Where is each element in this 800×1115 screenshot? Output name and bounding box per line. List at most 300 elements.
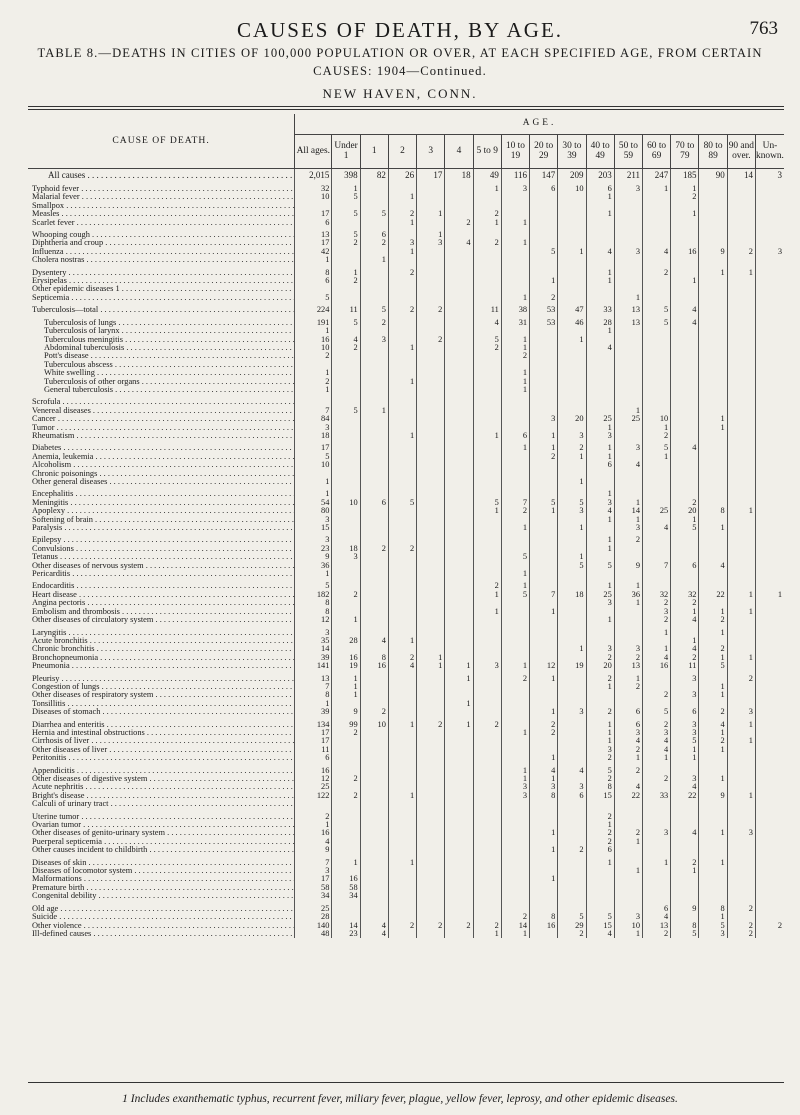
value-cell — [699, 892, 727, 900]
page-title: CAUSES OF DEATH, BY AGE. — [236, 18, 564, 42]
cause-cell — [28, 407, 295, 415]
value-cell: 4 — [643, 746, 671, 754]
value-cell: 1 — [727, 792, 755, 800]
value-cell — [501, 461, 529, 469]
value-cell — [727, 378, 755, 386]
value-cell: 8 — [360, 654, 388, 662]
value-cell — [360, 700, 388, 708]
value-cell — [643, 553, 671, 561]
value-cell: 32 — [643, 591, 671, 599]
value-cell: 25 — [586, 415, 614, 423]
value-cell — [388, 913, 416, 921]
value-cell — [755, 319, 784, 327]
value-cell — [388, 821, 416, 829]
value-cell: 1 — [671, 516, 699, 524]
value-cell — [360, 629, 388, 637]
value-cell — [755, 905, 784, 913]
value-cell: 6 — [586, 461, 614, 469]
value-cell — [473, 490, 501, 498]
value-cell — [614, 846, 642, 854]
value-cell: 18 — [445, 169, 473, 182]
value-cell — [755, 570, 784, 578]
value-cell — [727, 838, 755, 846]
value-cell — [501, 424, 529, 432]
value-cell — [473, 285, 501, 293]
table-row — [28, 490, 784, 498]
value-cell — [699, 846, 727, 854]
value-cell: 4 — [360, 930, 388, 938]
value-cell: 2 — [360, 239, 388, 247]
value-cell — [417, 645, 445, 653]
value-cell — [755, 654, 784, 662]
value-cell — [530, 344, 558, 352]
value-cell — [445, 231, 473, 239]
value-cell — [501, 248, 529, 256]
deaths-table-container — [28, 114, 784, 1080]
value-cell — [417, 470, 445, 478]
value-cell — [388, 767, 416, 775]
all-ages-cell: 36 — [295, 562, 332, 570]
value-cell: 4 — [643, 248, 671, 256]
value-cell: 19 — [332, 662, 360, 670]
value-cell — [558, 398, 586, 406]
value-cell: 2 — [727, 248, 755, 256]
value-cell: 4 — [671, 319, 699, 327]
value-cell — [699, 231, 727, 239]
value-cell: 3 — [614, 524, 642, 532]
value-cell — [417, 867, 445, 875]
value-cell — [445, 507, 473, 515]
value-cell — [614, 884, 642, 892]
value-cell — [558, 545, 586, 553]
value-cell — [530, 570, 558, 578]
table-caption-continued: CAUSES: 1904—Continued. — [313, 64, 487, 78]
value-cell — [445, 737, 473, 745]
table-row — [28, 306, 784, 314]
value-cell — [558, 570, 586, 578]
value-cell — [332, 524, 360, 532]
cause-cell — [28, 800, 295, 808]
value-cell: 3 — [558, 507, 586, 515]
table-row — [28, 775, 784, 783]
value-cell: 1 — [699, 654, 727, 662]
value-cell — [417, 269, 445, 277]
table-row — [28, 352, 784, 360]
value-cell — [417, 507, 445, 515]
value-cell — [671, 821, 699, 829]
value-cell — [755, 202, 784, 210]
value-cell — [727, 553, 755, 561]
value-cell — [417, 708, 445, 716]
cause-cell — [28, 721, 295, 729]
value-cell: 6 — [671, 562, 699, 570]
value-cell — [755, 767, 784, 775]
value-cell — [558, 378, 586, 386]
value-cell: 3 — [643, 829, 671, 837]
cause-label: Scrofula . . . — [32, 398, 294, 406]
age-column-header: 30 to 39 — [558, 135, 586, 169]
all-ages-cell — [295, 285, 332, 293]
value-cell — [671, 407, 699, 415]
value-cell — [360, 478, 388, 486]
table-row — [28, 344, 784, 352]
value-cell — [643, 352, 671, 360]
value-cell — [755, 407, 784, 415]
value-cell — [727, 662, 755, 670]
value-cell — [501, 813, 529, 821]
table-row — [28, 545, 784, 553]
cause-cell — [28, 361, 295, 369]
value-cell: 2 — [473, 210, 501, 218]
value-cell — [417, 792, 445, 800]
table-row — [28, 562, 784, 570]
value-cell — [445, 754, 473, 762]
value-cell — [388, 813, 416, 821]
value-cell: 1 — [530, 775, 558, 783]
value-cell — [445, 352, 473, 360]
cause-label: Tuberculous abscess . . . — [44, 361, 294, 369]
value-cell: 1 — [417, 210, 445, 218]
value-cell — [586, 398, 614, 406]
value-cell — [699, 884, 727, 892]
value-cell — [755, 285, 784, 293]
cause-label: Puerperal septicemia . . . — [32, 838, 294, 846]
value-cell — [388, 256, 416, 264]
value-cell — [558, 875, 586, 883]
value-cell: 1 — [586, 582, 614, 590]
value-cell: 1 — [530, 708, 558, 716]
value-cell — [671, 424, 699, 432]
value-cell — [586, 700, 614, 708]
value-cell: 20 — [671, 507, 699, 515]
value-cell: 17 — [417, 169, 445, 182]
value-cell — [332, 562, 360, 570]
value-cell — [614, 775, 642, 783]
value-cell — [755, 424, 784, 432]
value-cell — [501, 654, 529, 662]
value-cell: 5 — [643, 306, 671, 314]
cause-cell — [28, 424, 295, 432]
value-cell — [643, 361, 671, 369]
cause-label: Congenital debility . . . — [32, 892, 294, 900]
all-ages-cell: 1 — [295, 700, 332, 708]
value-cell: 5 — [332, 319, 360, 327]
value-cell: 10 — [360, 721, 388, 729]
value-cell — [727, 913, 755, 921]
value-cell — [445, 256, 473, 264]
value-cell — [445, 202, 473, 210]
value-cell — [501, 256, 529, 264]
value-cell — [614, 691, 642, 699]
cause-cell — [28, 829, 295, 837]
value-cell — [445, 344, 473, 352]
value-cell — [417, 432, 445, 440]
cause-label: Diseases of locomotor system . . . — [32, 867, 294, 875]
value-cell — [643, 256, 671, 264]
value-cell — [360, 675, 388, 683]
value-cell — [558, 754, 586, 762]
value-cell — [360, 344, 388, 352]
value-cell — [530, 562, 558, 570]
value-cell — [360, 361, 388, 369]
value-cell: 1 — [727, 591, 755, 599]
value-cell — [360, 553, 388, 561]
value-cell — [445, 800, 473, 808]
value-cell — [558, 838, 586, 846]
value-cell: 11 — [332, 306, 360, 314]
all-ages-cell: 16 — [295, 829, 332, 837]
value-cell — [473, 294, 501, 302]
cause-label: Tuberculosis of lungs . . . — [44, 319, 294, 327]
value-cell — [445, 708, 473, 716]
cause-label: Diabetes . . . — [32, 444, 294, 452]
value-cell: 1 — [699, 729, 727, 737]
value-cell: 4 — [671, 616, 699, 624]
value-cell: 1 — [586, 269, 614, 277]
value-cell — [671, 838, 699, 846]
table-row — [28, 193, 784, 201]
value-cell — [530, 231, 558, 239]
value-cell: 1 — [699, 691, 727, 699]
value-cell — [727, 294, 755, 302]
value-cell — [388, 553, 416, 561]
value-cell: 5 — [586, 767, 614, 775]
value-cell — [699, 185, 727, 193]
value-cell — [530, 930, 558, 938]
cause-cell — [28, 867, 295, 875]
value-cell — [530, 683, 558, 691]
value-cell — [417, 453, 445, 461]
value-cell — [755, 746, 784, 754]
value-cell: 3 — [671, 675, 699, 683]
value-cell — [473, 453, 501, 461]
value-cell — [755, 336, 784, 344]
value-cell — [388, 930, 416, 938]
cause-cell — [28, 813, 295, 821]
cause-cell — [28, 737, 295, 745]
value-cell — [445, 306, 473, 314]
value-cell — [671, 415, 699, 423]
all-ages-cell: 28 — [295, 913, 332, 921]
value-cell: 6 — [530, 185, 558, 193]
table-row — [28, 432, 784, 440]
value-cell — [755, 582, 784, 590]
value-cell: 3 — [614, 248, 642, 256]
value-cell — [332, 754, 360, 762]
value-cell: 11 — [671, 662, 699, 670]
cause-label: Smallpox . . . — [32, 202, 294, 210]
value-cell: 2 — [417, 306, 445, 314]
value-cell: 10 — [558, 185, 586, 193]
value-cell: 1 — [699, 524, 727, 532]
value-cell — [417, 783, 445, 791]
value-cell — [586, 478, 614, 486]
table-row — [28, 859, 784, 867]
cause-cell — [28, 654, 295, 662]
value-cell — [530, 536, 558, 544]
cause-label: Diseases of skin . . . — [32, 859, 294, 867]
value-cell: 18 — [558, 591, 586, 599]
table-row — [28, 829, 784, 837]
cause-label: Venereal diseases . . . — [32, 407, 294, 415]
value-cell — [501, 629, 529, 637]
value-cell — [727, 478, 755, 486]
cause-cell — [28, 570, 295, 578]
value-cell: 2 — [417, 721, 445, 729]
all-ages-cell: 13 — [295, 675, 332, 683]
value-cell — [501, 746, 529, 754]
value-cell — [332, 516, 360, 524]
table-row — [28, 453, 784, 461]
value-cell: 2 — [614, 683, 642, 691]
value-cell — [614, 813, 642, 821]
value-cell: 3 — [558, 783, 586, 791]
value-cell — [643, 499, 671, 507]
value-cell — [501, 361, 529, 369]
value-cell — [671, 470, 699, 478]
value-cell — [671, 700, 699, 708]
value-cell: 2 — [586, 775, 614, 783]
cause-label: Abdominal tuberculosis . . . — [44, 344, 294, 352]
value-cell — [643, 545, 671, 553]
value-cell — [473, 193, 501, 201]
value-cell — [360, 562, 388, 570]
value-cell: 47 — [558, 306, 586, 314]
value-cell — [530, 654, 558, 662]
table-row — [28, 838, 784, 846]
value-cell — [643, 461, 671, 469]
value-cell — [530, 386, 558, 394]
all-ages-cell: 1 — [295, 821, 332, 829]
value-cell — [388, 683, 416, 691]
value-cell — [530, 336, 558, 344]
value-cell — [671, 767, 699, 775]
value-cell: 4 — [473, 319, 501, 327]
value-cell — [586, 202, 614, 210]
value-cell — [558, 775, 586, 783]
value-cell — [417, 344, 445, 352]
value-cell: 3 — [501, 792, 529, 800]
table-row — [28, 800, 784, 808]
value-cell: 5 — [530, 499, 558, 507]
value-cell: 1 — [586, 545, 614, 553]
table-row — [28, 415, 784, 423]
value-cell — [388, 675, 416, 683]
all-ages-cell: 134 — [295, 721, 332, 729]
all-ages-cell: 6 — [295, 277, 332, 285]
value-cell — [586, 231, 614, 239]
cause-label: Encephalitis . . . — [32, 490, 294, 498]
value-cell: 1 — [501, 767, 529, 775]
value-cell: 2 — [332, 239, 360, 247]
value-cell — [558, 599, 586, 607]
value-cell — [445, 369, 473, 377]
value-cell — [473, 875, 501, 883]
all-ages-cell: 10 — [295, 193, 332, 201]
value-cell — [388, 507, 416, 515]
cause-cell — [28, 608, 295, 616]
value-cell — [445, 398, 473, 406]
value-cell — [388, 846, 416, 854]
table-row — [28, 867, 784, 875]
all-ages-cell: 17 — [295, 210, 332, 218]
value-cell: 2 — [558, 444, 586, 452]
value-cell: 3 — [388, 239, 416, 247]
value-cell — [530, 892, 558, 900]
all-ages-cell: 48 — [295, 930, 332, 938]
value-cell — [445, 336, 473, 344]
value-cell — [417, 319, 445, 327]
value-cell — [388, 867, 416, 875]
value-cell — [473, 846, 501, 854]
value-cell — [417, 516, 445, 524]
value-cell — [473, 683, 501, 691]
value-cell — [473, 545, 501, 553]
value-cell: 20 — [586, 662, 614, 670]
all-ages-cell: 8 — [295, 269, 332, 277]
value-cell — [614, 327, 642, 335]
value-cell — [445, 415, 473, 423]
value-cell — [332, 444, 360, 452]
value-cell — [530, 210, 558, 218]
cause-label: Other diseases of respiratory system . . . — [32, 691, 294, 699]
cause-label: Malarial fever . . . — [32, 193, 294, 201]
value-cell — [643, 378, 671, 386]
value-cell — [755, 256, 784, 264]
value-cell — [388, 884, 416, 892]
value-cell — [417, 386, 445, 394]
value-cell — [360, 461, 388, 469]
value-cell: 1 — [332, 269, 360, 277]
value-cell — [586, 867, 614, 875]
value-cell: 2 — [473, 344, 501, 352]
value-cell: 1 — [586, 821, 614, 829]
value-cell — [417, 892, 445, 900]
value-cell: 2 — [388, 269, 416, 277]
value-cell — [388, 582, 416, 590]
value-cell: 3 — [643, 608, 671, 616]
value-cell — [332, 821, 360, 829]
table-row — [28, 582, 784, 590]
value-cell: 2 — [473, 721, 501, 729]
value-cell — [332, 432, 360, 440]
all-ages-cell: 17 — [295, 875, 332, 883]
value-cell — [360, 507, 388, 515]
value-cell: 1 — [699, 269, 727, 277]
value-cell — [614, 386, 642, 394]
value-cell: 1 — [586, 210, 614, 218]
value-cell: 1 — [586, 721, 614, 729]
value-cell — [445, 775, 473, 783]
value-cell: 2 — [388, 210, 416, 218]
value-cell — [755, 185, 784, 193]
value-cell — [417, 746, 445, 754]
value-cell: 1 — [332, 616, 360, 624]
value-cell: 2 — [445, 922, 473, 930]
table-row — [28, 202, 784, 210]
age-column-header: 90 and over. — [727, 135, 755, 169]
value-cell: 6 — [360, 231, 388, 239]
value-cell — [417, 591, 445, 599]
value-cell — [699, 193, 727, 201]
value-cell — [417, 248, 445, 256]
value-cell: 1 — [445, 721, 473, 729]
value-cell — [671, 846, 699, 854]
value-cell — [755, 239, 784, 247]
value-cell — [755, 846, 784, 854]
value-cell — [699, 838, 727, 846]
value-cell — [755, 867, 784, 875]
